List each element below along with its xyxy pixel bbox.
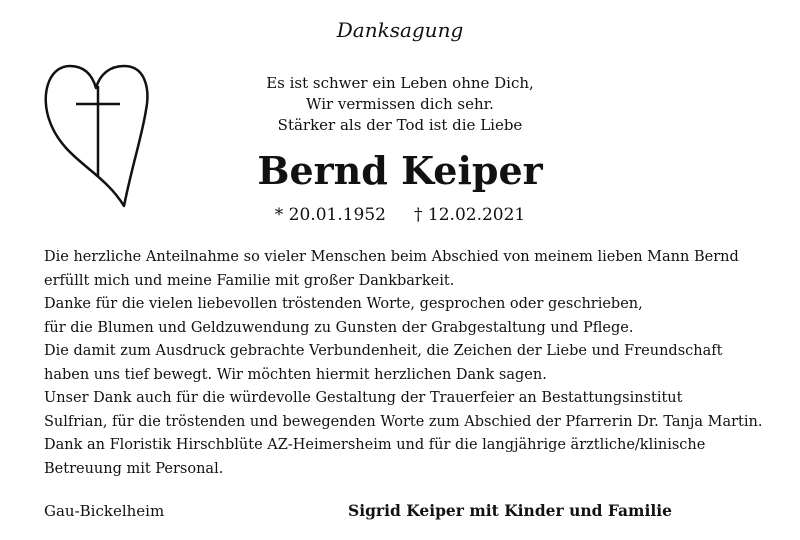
thanks-line: Die herzliche Anteilnahme so vieler Menschen beim Abschied von meinem lieben Mann Bernd bbox=[44, 249, 739, 265]
signature: Sigrid Keiper mit Kinder und Familie bbox=[348, 501, 672, 520]
thanks-text bbox=[44, 246, 784, 481]
thanks-line: Sulfrian, für die tröstenden und bewegenden Worte zum Abschied der Pfarrerin Dr. Tanja Martin. bbox=[44, 413, 763, 430]
thanks-line: haben uns tief bewegt. Wir möchten hiermit herzlichen Dank sagen. bbox=[44, 366, 547, 383]
deceased-name: Bernd Keiper bbox=[257, 148, 543, 193]
thanks-line: erfüllt mich und meine Familie mit großer Dankbarkeit. bbox=[44, 272, 455, 289]
thanks-line: für die Blumen und Geldzuwendung zu Gunsten der Grabgestaltung und Pflege. bbox=[44, 319, 634, 336]
poem-line: Es ist schwer ein Leben ohne Dich, bbox=[266, 74, 534, 92]
thanks-line: Danke für die vielen liebevollen tröstenden Worte, gesprochen oder geschrieben, bbox=[44, 296, 643, 312]
poem bbox=[200, 73, 600, 136]
thanks-line: Unser Dank auch für die würdevolle Gestaltung der Trauerfeier an Bestattungsinstitut bbox=[44, 390, 683, 406]
death-date: † 12.02.2021 bbox=[414, 205, 526, 225]
thanks-line: Dank an Floristik Hirschblüte AZ-Heimersheim und für die langjährige ärztliche/klinische bbox=[44, 437, 706, 453]
thanks-line: Betreuung mit Personal. bbox=[44, 460, 224, 477]
life-dates bbox=[0, 203, 800, 227]
birth-date: * 20.01.1952 bbox=[274, 205, 386, 225]
poem-line: Stärker als der Tod ist die Liebe bbox=[277, 116, 523, 134]
place-name: Gau-Bickelheim bbox=[44, 502, 165, 520]
page-title: Danksagung bbox=[336, 18, 464, 42]
poem-line: Wir vermissen dich sehr. bbox=[306, 95, 494, 113]
thanks-line: Die damit zum Ausdruck gebrachte Verbundenheit, die Zeichen der Liebe und Freundschaft bbox=[44, 343, 723, 359]
